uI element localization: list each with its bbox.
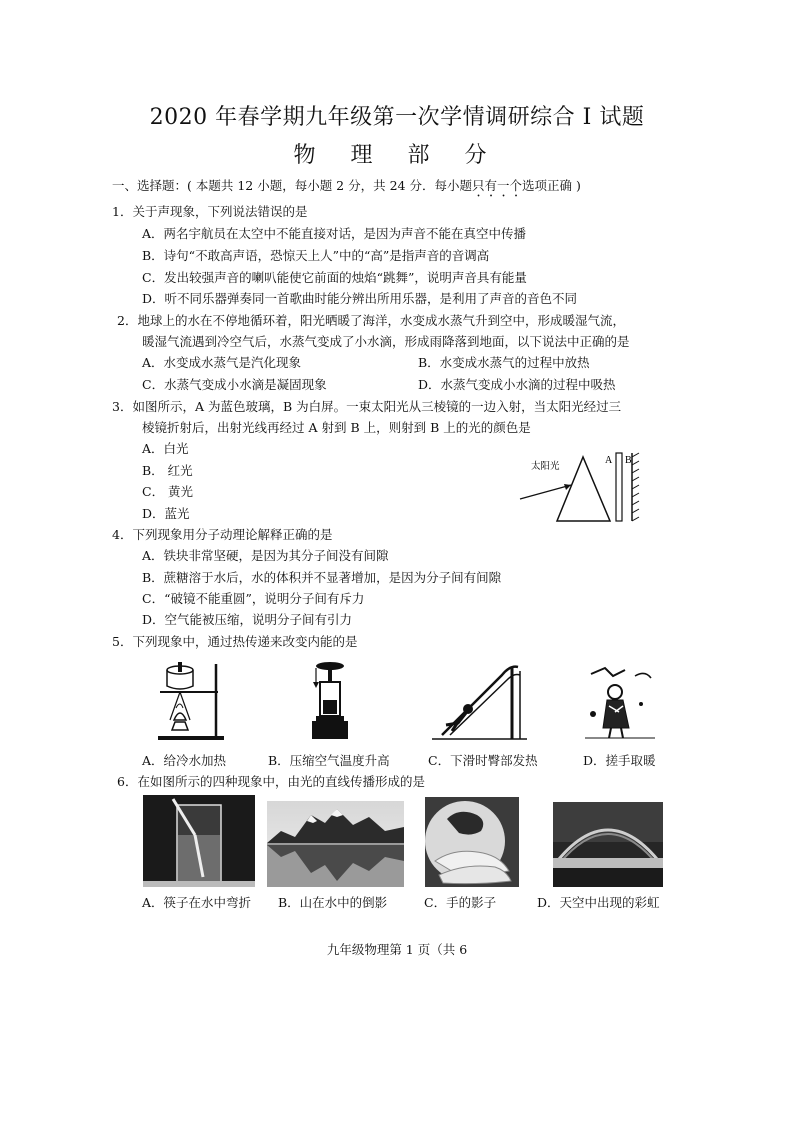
q3-option-c: C． 黄光 bbox=[142, 484, 194, 499]
q6-option-c: C．手的影子 bbox=[424, 895, 497, 910]
q1-option-b: B．诗句“不敢高声语，恐惊天上人”中的“高”是指声音的音调高 bbox=[142, 248, 490, 263]
section-tail-text: 选项正确 ) bbox=[521, 178, 581, 193]
page-footer: 九年级物理第 1 页（共 6 bbox=[326, 942, 468, 957]
air-compression-picture bbox=[300, 660, 360, 742]
q6-option-d: D．天空中出现的彩虹 bbox=[537, 895, 660, 910]
q5-option-d: D．搓手取暖 bbox=[583, 753, 656, 768]
mountain-reflection-photo bbox=[267, 801, 404, 887]
prism-diagram bbox=[515, 447, 655, 527]
label-b: B bbox=[625, 455, 632, 466]
q2-stem-line2: 暖湿气流遇到冷空气后，水蒸气变成了小水滴，形成雨降落到地面，以下说法中正确的是 bbox=[142, 334, 630, 349]
q6-option-b: B．山在水中的倒影 bbox=[278, 895, 388, 910]
q3-option-d: D．蓝光 bbox=[142, 506, 190, 521]
q1-option-a: A．两名宇航员在太空中不能直接对话，是因为声音不能在真空中传播 bbox=[142, 226, 527, 241]
q4-option-d: D．空气能被压缩，说明分子间有引力 bbox=[142, 612, 353, 627]
q4-option-a: A．铁块非常坚硬，是因为其分子间没有间隙 bbox=[142, 548, 389, 563]
q1-option-d: D．听不同乐器弹奏同一首歌曲时能分辨出所用乐器，是利用了声音的音色不同 bbox=[142, 291, 578, 306]
q6-option-a: A．筷子在水中弯折 bbox=[142, 895, 252, 910]
q4-stem: 4．下列现象用分子动理论解释正确的是 bbox=[112, 527, 333, 542]
rubbing-hands-picture bbox=[585, 664, 655, 742]
chopstick-in-water-photo bbox=[143, 795, 255, 887]
q4-option-c: C．“破镜不能重圆”，说明分子间有斥力 bbox=[142, 591, 365, 606]
q3-option-a: A．白光 bbox=[142, 441, 189, 456]
exam-subtitle: 物 理 部 分 bbox=[293, 143, 501, 168]
q5-option-a: A．给冷水加热 bbox=[142, 753, 227, 768]
q2-stem-line1: 2．地球上的水在不停地循环着，阳光晒暖了海洋，水变成水蒸气升到空中，形成暖湿气流， bbox=[117, 313, 625, 328]
slide-picture bbox=[432, 655, 527, 743]
hand-shadow-photo bbox=[425, 797, 519, 887]
q5-stem: 5．下列现象中，通过热传递来改变内能的是 bbox=[112, 634, 358, 649]
q5-option-c: C．下滑时臀部发热 bbox=[428, 753, 538, 768]
q2-option-a: A．水变成水蒸气是汽化现象 bbox=[142, 355, 302, 370]
q2-option-b: B．水变成水蒸气的过程中放热 bbox=[418, 355, 590, 370]
exam-title: 2020 年春学期九年级第一次学情调研综合 I 试题 bbox=[149, 105, 645, 130]
sunlight-ray bbox=[520, 485, 571, 499]
q2-option-c: C．水蒸气变成小水滴是凝固现象 bbox=[142, 377, 327, 392]
q2-option-d: D．水蒸气变成小水滴的过程中吸热 bbox=[418, 377, 616, 392]
q1-option-c: C．发出较强声音的喇叭能使它前面的烛焰“跳舞”，说明声音具有能量 bbox=[142, 270, 527, 285]
section-heading bbox=[112, 176, 581, 200]
section-emphasis-text: 只有一个 bbox=[471, 178, 522, 193]
q3-stem-line2: 棱镜折射后，出射光线再经过 A 射到 B 上，则射到 B 上的光的颜色是 bbox=[142, 420, 531, 435]
section-head-text: 一、选择题：( 本题共 12 小题，每小题 2 分，共 24 分．每小题 bbox=[112, 178, 472, 193]
label-a: A bbox=[605, 455, 613, 466]
screen-hatching bbox=[632, 453, 639, 521]
sunlight-label: 太阳光 bbox=[531, 462, 560, 472]
heating-water-picture bbox=[150, 660, 230, 742]
blue-glass-a bbox=[616, 453, 622, 521]
q4-option-b: B．蔗糖溶于水后，水的体积并不显著增加，是因为分子间有间隙 bbox=[142, 570, 502, 585]
q3-stem-line1: 3．如图所示，A 为蓝色玻璃，B 为白屏。一束太阳光从三棱镜的一边入射，当太阳光经过三 bbox=[112, 399, 622, 414]
prism-shape bbox=[557, 457, 610, 521]
rainbow-photo bbox=[553, 802, 663, 887]
q1-stem: 1．关于声现象，下列说法错误的是 bbox=[112, 204, 308, 219]
q5-option-b: B．压缩空气温度升高 bbox=[268, 753, 390, 768]
q6-stem: 6．在如图所示的四种现象中，由光的直线传播形成的是 bbox=[117, 774, 425, 789]
q3-option-b: B． 红光 bbox=[142, 463, 193, 478]
